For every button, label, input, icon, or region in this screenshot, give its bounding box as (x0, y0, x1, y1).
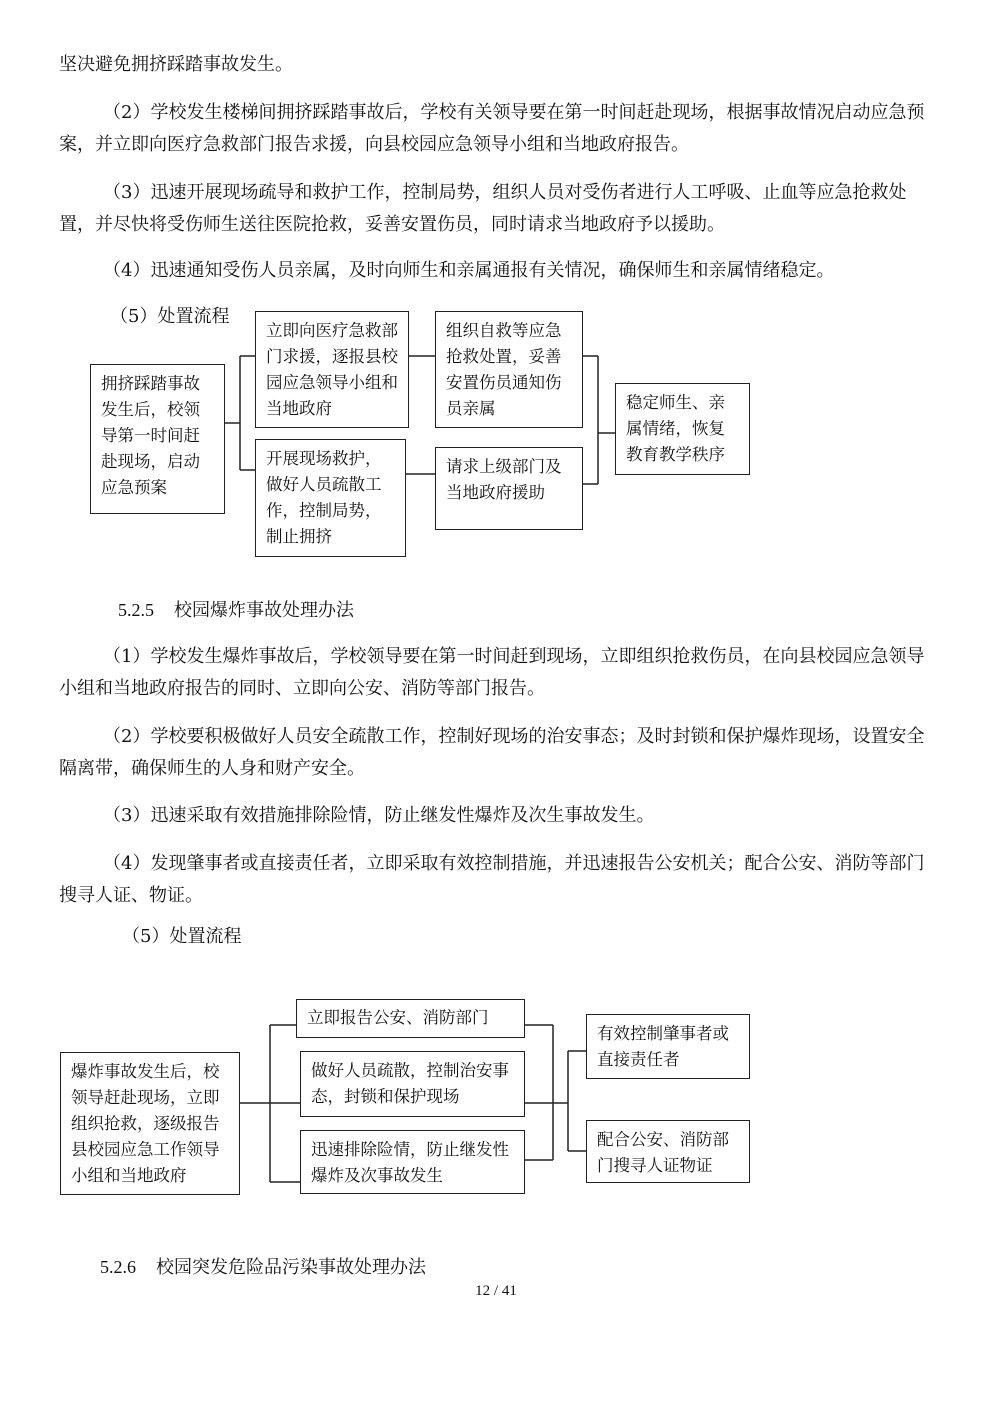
explosion-flow-mid-3: 迅速排除险情，防止继发性爆炸及次事故发生 (300, 1130, 525, 1194)
explosion-section-heading (118, 598, 354, 623)
stampede-item-4: （4）迅速通知受伤人员亲属，及时向师生和亲属通报有关情况，确保师生和亲属情绪稳定。 (103, 260, 835, 281)
top-paragraph: 坚决避免拥挤踩踏事故发生。 (59, 54, 293, 75)
explosion-flow-mid-2: 做好人员疏散，控制治安事态，封锁和保护现场 (300, 1051, 525, 1117)
explosion-flow-label: （5）处置流程 (122, 926, 242, 947)
stampede-flow-mid-bottom: 开展现场救护，做好人员疏散工作，控制局势，制止拥挤 (255, 439, 406, 557)
explosion-flow-mid-1: 立即报告公安、消防部门 (296, 999, 525, 1038)
stampede-item-3: （3）迅速开展现场疏导和救护工作，控制局势，组织人员对受伤者进行人工呼吸、止血等应急抢救处置，并尽快将受伤师生送往医院抢救，妥善安置伤员，同时请求当地政府予以援助。 (59, 182, 907, 235)
explosion-flow-right-top: 有效控制肇事者或直接责任者 (586, 1014, 750, 1079)
stampede-flow-right-bottom: 请求上级部门及当地政府援助 (435, 447, 583, 530)
explosion-item-1: （1）学校发生爆炸事故后，学校领导要在第一时间赶到现场，立即组织抢救伤员，在向县校园应急领导小组和当地政府报告的同时、立即向公安、消防等部门报告。 (59, 646, 925, 699)
explosion-item-3: （3）迅速采取有效措施排除险情，防止继发性爆炸及次生事故发生。 (103, 805, 655, 826)
hazmat-section-number: 5.2.6 (100, 1257, 136, 1277)
explosion-section-title: 校园爆炸事故处理办法 (174, 600, 354, 621)
stampede-item-2: （2）学校发生楼梯间拥挤踩踏事故后，学校有关领导要在第一时间赶赴现场，根据事故情况启动应急预案，并立即向医疗急救部门报告求援，向县校园应急领导小组和当地政府报告。 (59, 102, 925, 155)
stampede-flow-label: （5）处置流程 (110, 306, 230, 327)
page-number: 12 / 41 (475, 1283, 517, 1299)
explosion-item-2: （2）学校要积极做好人员安全疏散工作，控制好现场的治安事态；及时封锁和保护爆炸现场，设置安全隔离带，确保师生的人身和财产安全。 (59, 726, 925, 779)
hazmat-section-heading (100, 1255, 426, 1280)
explosion-flow-right-bottom: 配合公安、消防部门搜寻人证物证 (586, 1120, 750, 1183)
explosion-item-4: （4）发现肇事者或直接责任者，立即采取有效控制措施，并迅速报告公安机关；配合公安、消防等部门搜寻人证、物证。 (59, 853, 925, 906)
explosion-section-number: 5.2.5 (118, 600, 154, 620)
hazmat-section-title: 校园突发危险品污染事故处理办法 (156, 1257, 426, 1278)
stampede-flow-start: 拥挤踩踏事故发生后，校领导第一时间赶赴现场，启动应急预案 (90, 364, 225, 514)
stampede-flow-right-top: 组织自救等应急抢救处置，妥善安置伤员通知伤员亲属 (435, 311, 583, 428)
stampede-flow-mid-top: 立即向医疗急救部门求援，逐报县校园应急领导小组和当地政府 (255, 311, 409, 428)
stampede-flow-end: 稳定师生、亲属情绪，恢复教育教学秩序 (615, 383, 750, 475)
explosion-flow-start: 爆炸事故发生后，校领导赶赴现场，立即组织抢救，逐级报告县校园应急工作领导小组和当地政府 (60, 1052, 240, 1195)
